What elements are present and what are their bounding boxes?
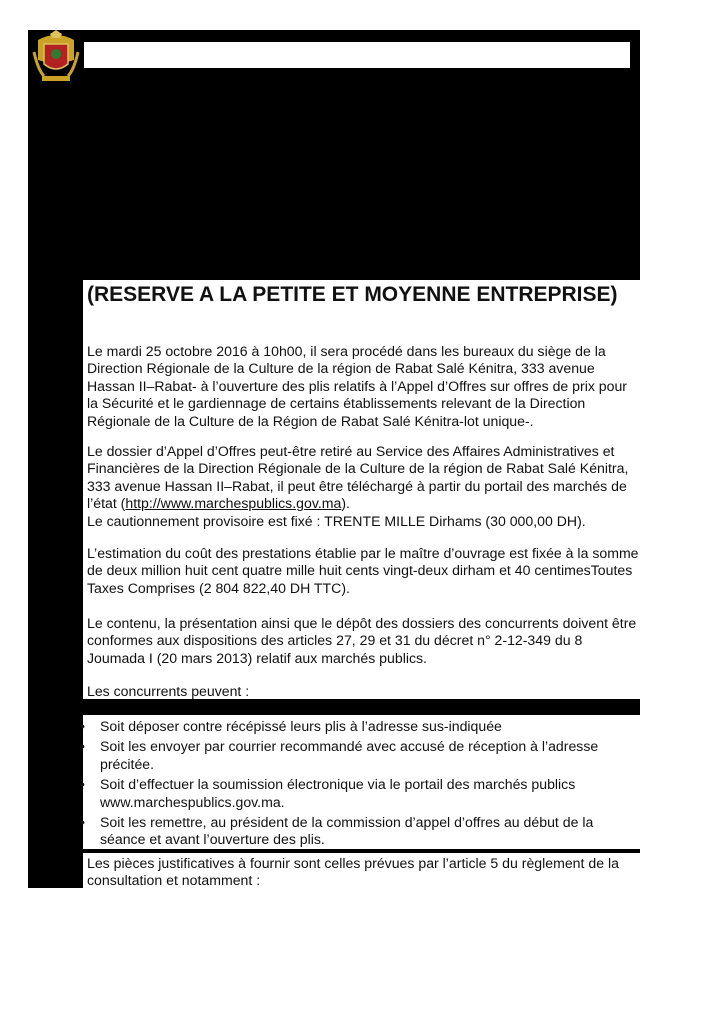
- dossier-text: Le dossier d’Appel d’Offres peut-être retiré au Service des Affaires Administratives et Financières de la Direction Régionale de la Culture de la région de Rabat Salé Kénitra, 333 avenue Hassan II–Rabat, il peut être téléchargé à partir du portail des marchés de l’état (: [87, 443, 629, 512]
- concurrents-intro: Les concurrents peuvent :: [87, 683, 250, 699]
- redaction-bar-middle: [83, 699, 640, 715]
- dossier-paragraph: [87, 443, 639, 530]
- header-white-bar: [84, 42, 630, 68]
- opening-paragraph: Le mardi 25 octobre 2016 à 10h00, il sera procédé dans les bureaux du siège de la Direction Régionale de la Culture de la région de Rabat Salé Kénitra, 333 avenue Hassan II–Rabat- à l’ouverture des plis relatifs à l’Appel d’Offres sur offres de prix pour la Sécurité et le gardiennage de certains établissements relevant de la Direction Régionale de la Culture de la Région de Rabat Salé Kénitra-lot unique-.: [87, 343, 628, 429]
- portal-link[interactable]: http://www.marchespublics.gov.ma: [125, 495, 342, 512]
- redaction-block-left: [28, 280, 83, 888]
- list-item: • Soit les envoyer par courrier recommandé avec accusé de réception à l’adresse précitée.: [80, 738, 599, 772]
- bullet-marker: •: [80, 776, 85, 793]
- reservation-heading: (RESERVE A LA PETITE ET MOYENNE ENTREPRISE): [87, 283, 618, 306]
- estimation-paragraph: L’estimation du coût des prestations établie par le maître d’ouvrage est fixée à la somme de deux million huit cent quatre mille huit cents vingt-deux dirham et 40 centimesToutes Taxes Comprises (2 804 822,40 DH TTC).: [87, 545, 639, 596]
- list-item: • Soit les remettre, au président de la commission d’appel d’offres au début de la séance et avant l’ouverture des plis.: [80, 814, 594, 848]
- bullet-marker: •: [80, 814, 85, 831]
- list-item: • Soit d’effectuer la soumission électronique via le portail des marchés publics www.marchespublics.gov.ma.: [80, 776, 576, 810]
- closing-paragraph: Les pièces justificatives à fournir sont celles prévues par l’article 5 du règlement de la consultation et notamment :: [87, 855, 619, 889]
- caution-text: Le cautionnement provisoire est fixé : TRENTE MILLE Dirhams (30 000,00 DH).: [87, 512, 586, 529]
- list-item: • Soit déposer contre récépissé leurs plis à l’adresse sus-indiquée: [80, 718, 502, 734]
- submission-options-list: [80, 718, 640, 852]
- bullet-marker: •: [80, 738, 85, 755]
- dossier-end: ).: [341, 495, 350, 512]
- coat-of-arms-emblem: [30, 30, 82, 88]
- bullet-marker: •: [80, 718, 85, 734]
- contenu-paragraph: Le contenu, la présentation ainsi que le dépôt des dossiers des concurrents doivent être conformes aux dispositions des articles 27, 29 et 31 du décret n° 2-12-349 du 8 Joumada I (20 mars 2013) relatif aux marchés publics.: [87, 615, 637, 666]
